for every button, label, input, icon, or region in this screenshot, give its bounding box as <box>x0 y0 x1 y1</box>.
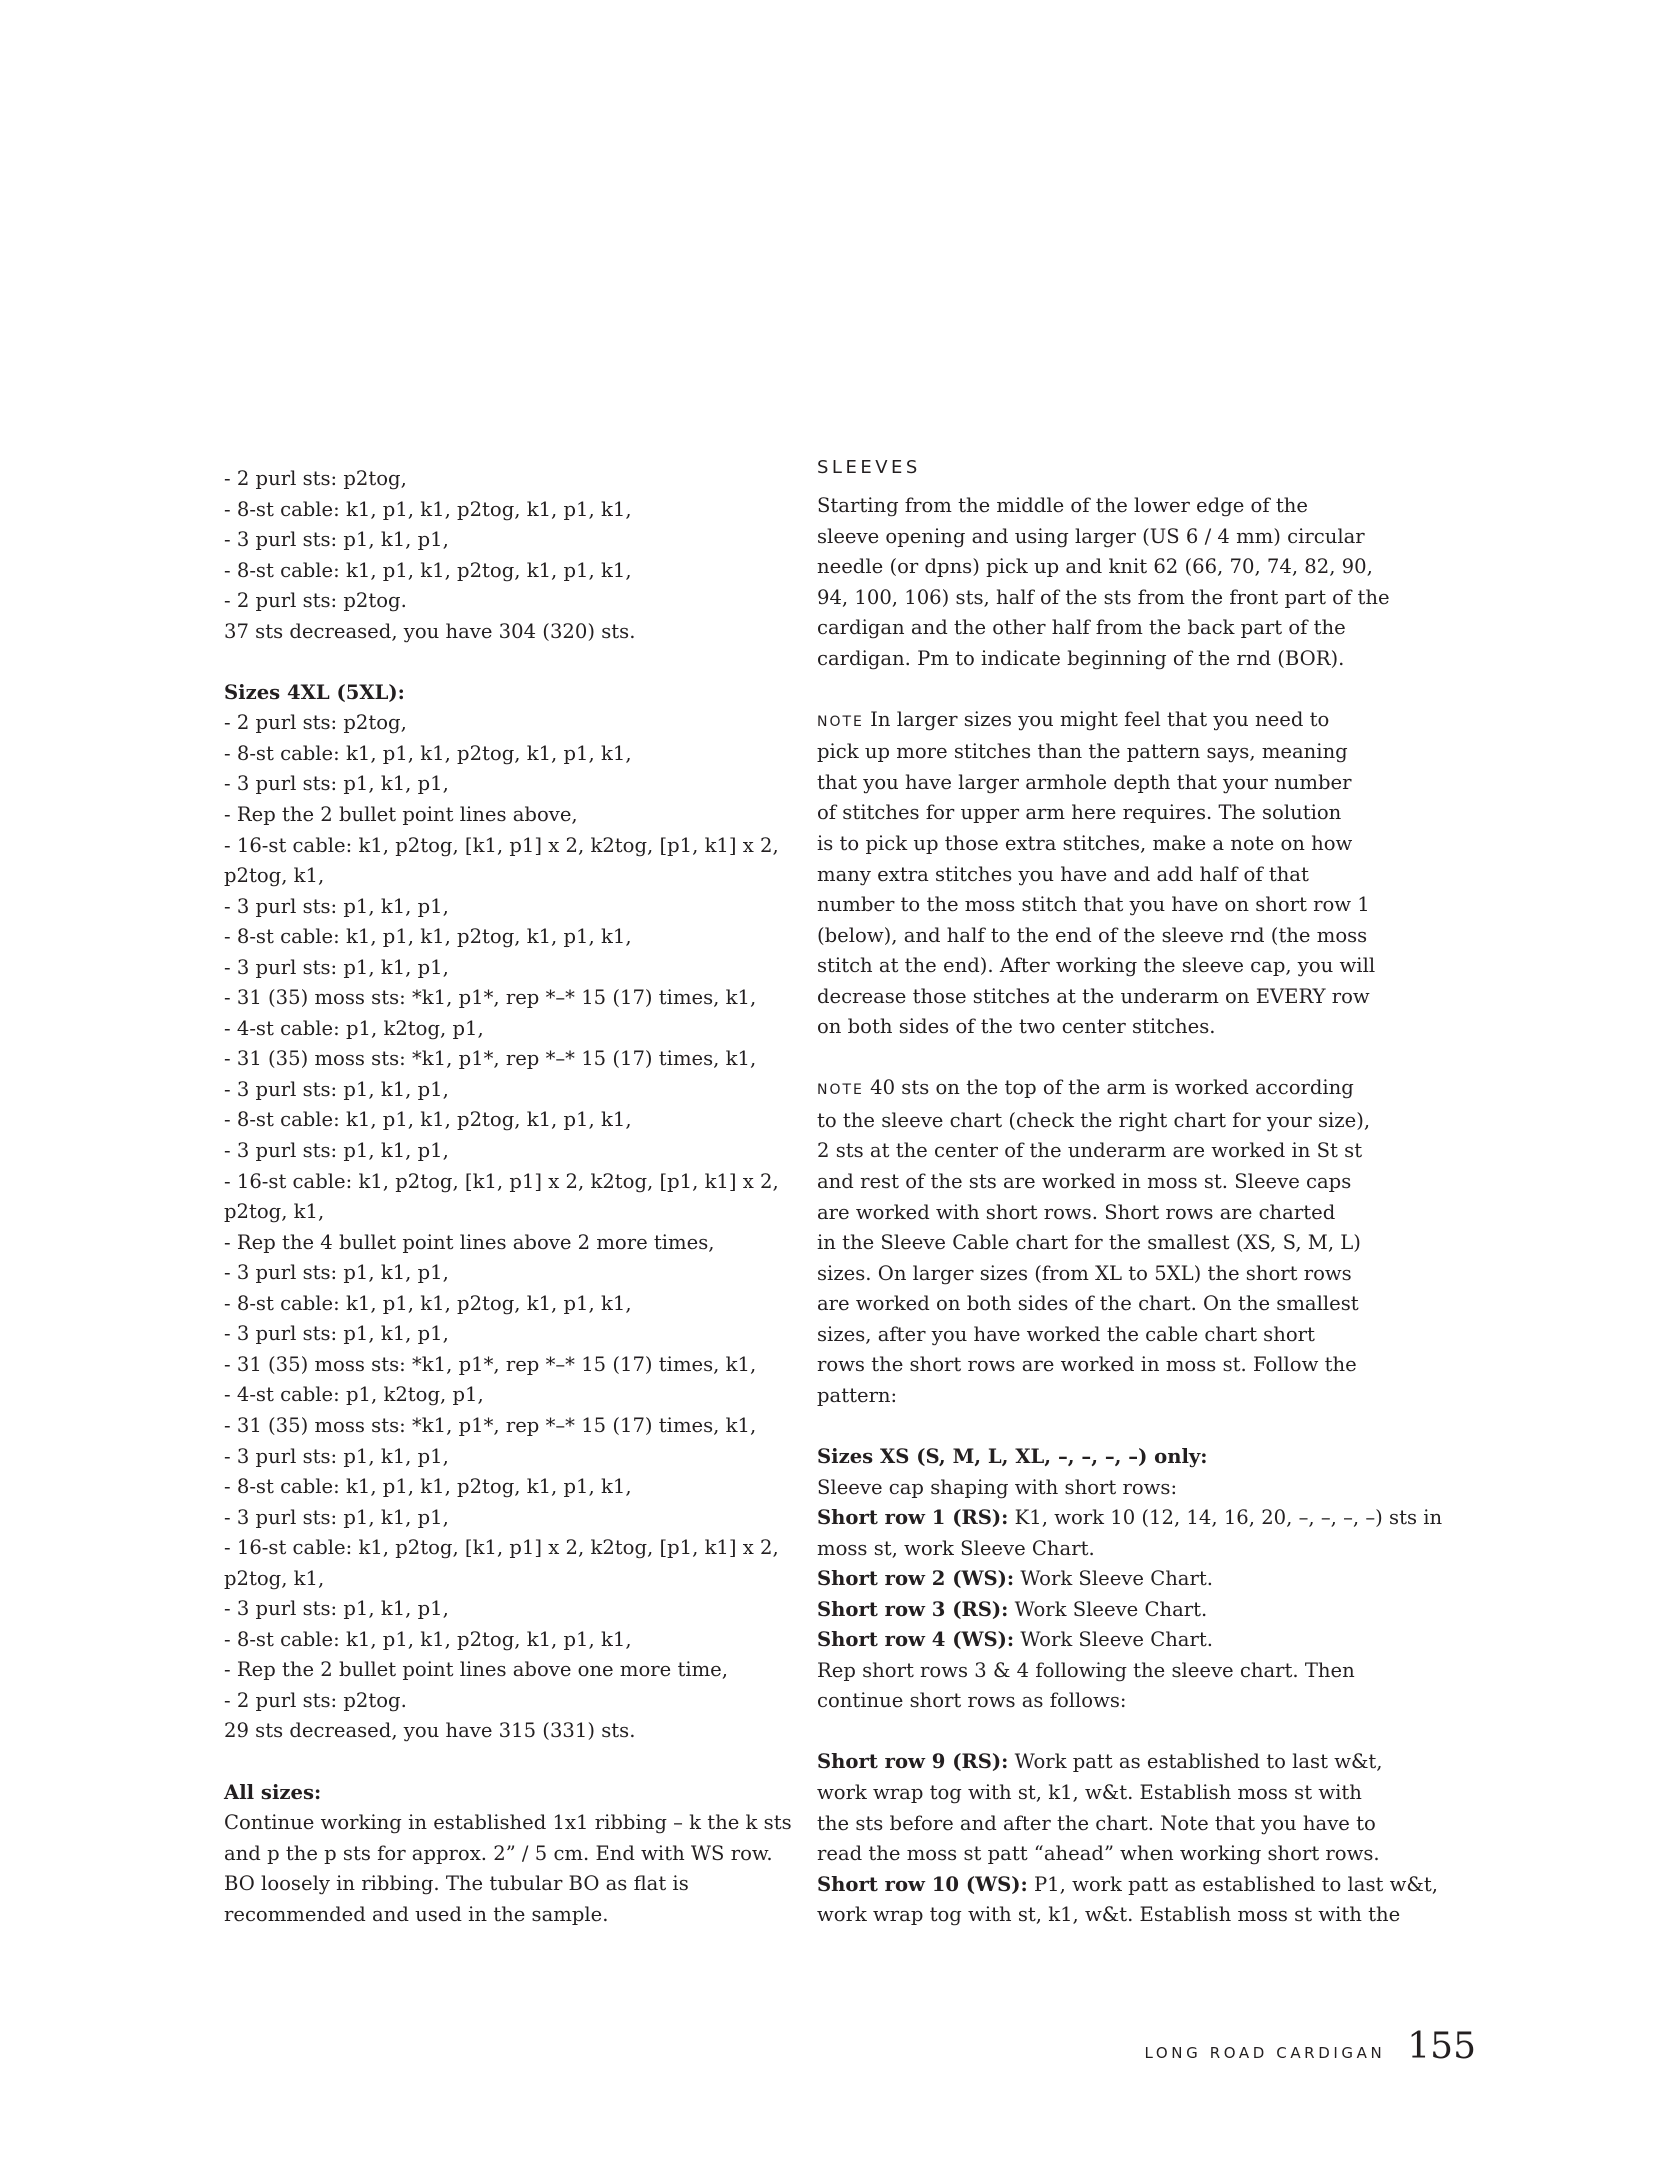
text-line: recommended and used in the sample. <box>224 1902 609 1926</box>
text-line: is to pick up those extra stitches, make a note on how <box>817 832 1353 856</box>
text-line: and rest of the sts are worked in moss st. Sleeve caps <box>817 1170 1352 1194</box>
text-line: - 3 purl sts: p1, k1, p1, <box>224 772 449 796</box>
text-line: 40 sts on the top of the arm is worked according <box>863 1076 1354 1100</box>
sizes-xs-heading: Sizes XS (S, M, L, XL, –, –, –, –) only: <box>817 1444 1208 1468</box>
text-line: the sts before and after the chart. Note that you have to <box>817 1811 1376 1835</box>
text-line: - 8-st cable: k1, p1, k1, p2tog, k1, p1, k1, <box>224 1108 632 1132</box>
text-line: Work Sleeve Chart. <box>1014 1628 1213 1652</box>
text-line: - 2 purl sts: p2tog, <box>224 467 407 490</box>
text-line: stitch at the end). After working the sleeve cap, you will <box>817 954 1376 978</box>
short-row-label: Short row 10 (WS): <box>817 1872 1028 1896</box>
text-line: - 8-st cable: k1, p1, k1, p2tog, k1, p1, k1, <box>224 497 632 521</box>
text-line: - 2 purl sts: p2tog. <box>224 589 407 613</box>
text-line: - Rep the 2 bullet point lines above one more time, <box>224 1658 728 1682</box>
text-line: work wrap tog with st, k1, w&t. Establish moss st with <box>817 1780 1362 1804</box>
text-line: 2 sts at the center of the underarm are worked in St st <box>817 1139 1363 1163</box>
text-line: - 8-st cable: k1, p1, k1, p2tog, k1, p1, k1, <box>224 741 632 765</box>
short-row-label: Short row 9 (RS): <box>817 1750 1009 1774</box>
text-line: p2tog, k1, <box>224 1200 325 1224</box>
text-line: p2tog, k1, <box>224 864 325 888</box>
text-line: cardigan. Pm to indicate beginning of the rnd (BOR). <box>817 646 1345 670</box>
text-line: - 3 purl sts: p1, k1, p1, <box>224 1139 449 1163</box>
text-line: Work Sleeve Chart. <box>1014 1567 1213 1591</box>
text-line: BO loosely in ribbing. The tubular BO as flat is <box>224 1872 689 1896</box>
text-line: - 2 purl sts: p2tog, <box>224 711 407 735</box>
text-line: - 4-st cable: p1, k2tog, p1, <box>224 1016 484 1040</box>
text-line: - 31 (35) moss sts: *k1, p1*, rep *–* 15 (17) times, k1, <box>224 1413 757 1437</box>
sizes-4xl-heading: Sizes 4XL (5XL): <box>224 680 405 704</box>
text-line: - 4-st cable: p1, k2tog, p1, <box>224 1383 484 1407</box>
text-line: moss st, work Sleeve Chart. <box>817 1536 1095 1560</box>
text-line: 94, 100, 106) sts, half of the sts from the front part of the <box>817 585 1390 609</box>
spacer <box>224 647 784 678</box>
text-line: - 3 purl sts: p1, k1, p1, <box>224 1077 449 1101</box>
all-sizes-heading: All sizes: <box>224 1780 322 1804</box>
text-line: K1, work 10 (12, 14, 16, 20, –, –, –, –) sts in <box>1008 1506 1443 1530</box>
text-line: sizes. On larger sizes (from XL to 5XL) the short rows <box>817 1261 1352 1285</box>
text-line: read the moss st patt “ahead” when working short rows. <box>817 1842 1380 1866</box>
text-line: - Rep the 2 bullet point lines above, <box>224 803 578 827</box>
text-line: work wrap tog with st, k1, w&t. Establish moss st with the <box>817 1903 1401 1927</box>
page-number: 155 <box>1407 2026 1476 2067</box>
text-line: rows the short rows are worked in moss st. Follow the <box>817 1353 1357 1377</box>
text-line: pick up more stitches than the pattern says, meaning <box>817 740 1348 764</box>
text-line: pattern: <box>817 1383 898 1407</box>
page-footer <box>1144 2026 1476 2067</box>
right-column <box>817 456 1443 1931</box>
spacer <box>817 1411 1377 1442</box>
text-line: - 16-st cable: k1, p2tog, [k1, p1] x 2, k2tog, [p1, k1] x 2, <box>224 1536 779 1560</box>
text-line: on both sides of the two center stitches. <box>817 1015 1216 1039</box>
text-line: - 31 (35) moss sts: *k1, p1*, rep *–* 15 (17) times, k1, <box>224 1047 757 1071</box>
text-line: are worked on both sides of the chart. On the smallest <box>817 1292 1359 1316</box>
text-line: Continue working in established 1x1 ribbing – k the k sts <box>224 1811 792 1835</box>
text-line: cardigan and the other half from the back part of the <box>817 616 1346 640</box>
short-row-label: Short row 3 (RS): <box>817 1597 1009 1621</box>
short-row-label: Short row 1 (RS): <box>817 1506 1009 1530</box>
short-row-label: Short row 4 (WS): <box>817 1628 1015 1652</box>
spacer <box>817 674 1377 705</box>
text-line: P1, work patt as established to last w&t, <box>1027 1872 1438 1896</box>
sleeves-intro-paragraph <box>817 491 1390 674</box>
text-line: Sleeve cap shaping with short rows: <box>817 1475 1178 1499</box>
text-line: and p the p sts for approx. 2” / 5 cm. End with WS row. <box>224 1841 773 1865</box>
text-line: - 8-st cable: k1, p1, k1, p2tog, k1, p1, k1, <box>224 1475 632 1499</box>
text-line: In larger sizes you might feel that you need to <box>863 707 1330 731</box>
text-line: - 16-st cable: k1, p2tog, [k1, p1] x 2, k2tog, [p1, k1] x 2, <box>224 1169 779 1193</box>
text-line: sizes, after you have worked the cable chart short <box>817 1322 1315 1346</box>
spacer <box>817 1717 1377 1748</box>
text-line: in the Sleeve Cable chart for the smallest (XS, S, M, L) <box>817 1231 1361 1255</box>
text-line: - 3 purl sts: p1, k1, p1, <box>224 1597 449 1621</box>
text-line: many extra stitches you have and add half of that <box>817 862 1309 886</box>
text-line: number to the moss stitch that you have on short row 1 <box>817 893 1370 917</box>
text-line: - 3 purl sts: p1, k1, p1, <box>224 1444 449 1468</box>
text-line: are worked with short rows. Short rows are charted <box>817 1200 1336 1224</box>
text-line: - 3 purl sts: p1, k1, p1, <box>224 1505 449 1529</box>
text-line: - 31 (35) moss sts: *k1, p1*, rep *–* 15 (17) times, k1, <box>224 986 757 1010</box>
text-line: p2tog, k1, <box>224 1566 325 1590</box>
text-line: - 8-st cable: k1, p1, k1, p2tog, k1, p1, k1, <box>224 925 632 949</box>
text-line: Rep short rows 3 & 4 following the sleeve chart. Then <box>817 1658 1355 1682</box>
note-label: NOTE <box>817 1082 864 1099</box>
text-line: 29 sts decreased, you have 315 (331) sts. <box>224 1719 636 1743</box>
spacer <box>224 1747 784 1778</box>
short-row-label: Short row 2 (WS): <box>817 1567 1015 1591</box>
text-line: Work patt as established to last w&t, <box>1008 1750 1383 1774</box>
text-line: - 3 purl sts: p1, k1, p1, <box>224 955 449 979</box>
note-label: NOTE <box>817 713 864 730</box>
text-line: - 16-st cable: k1, p2tog, [k1, p1] x 2, k2tog, [p1, k1] x 2, <box>224 833 779 857</box>
text-line: - 3 purl sts: p1, k1, p1, <box>224 1261 449 1285</box>
text-line: 37 sts decreased, you have 304 (320) sts. <box>224 619 636 643</box>
text-line: Work Sleeve Chart. <box>1008 1597 1208 1621</box>
running-title: LONG ROAD CARDIGAN <box>1144 2044 1386 2062</box>
text-line: - 8-st cable: k1, p1, k1, p2tog, k1, p1, k1, <box>224 1627 632 1651</box>
text-line: (below), and half to the end of the sleeve rnd (the moss <box>817 923 1368 947</box>
text-line: needle (or dpns) pick up and knit 62 (66, 70, 74, 82, 90, <box>817 555 1373 579</box>
text-line: Starting from the middle of the lower edge of the <box>817 494 1308 517</box>
decrease-lines-b <box>224 708 784 1747</box>
text-line: - 8-st cable: k1, p1, k1, p2tog, k1, p1, k1, <box>224 1291 632 1315</box>
text-line: - Rep the 4 bullet point lines above 2 more times, <box>224 1230 715 1254</box>
text-line: continue short rows as follows: <box>817 1689 1127 1713</box>
note-sleeve-chart <box>817 1073 1377 1411</box>
text-line: - 3 purl sts: p1, k1, p1, <box>224 1322 449 1346</box>
decrease-lines-a <box>224 464 784 647</box>
text-line: - 3 purl sts: p1, k1, p1, <box>224 894 449 918</box>
text-line: to the sleeve chart (check the right chart for your size), <box>817 1108 1371 1132</box>
sleeves-heading: SLEEVES <box>817 457 921 478</box>
text-line: - 2 purl sts: p2tog. <box>224 1688 407 1712</box>
all-sizes-paragraph <box>224 1808 792 1930</box>
left-column <box>224 464 792 1930</box>
text-line: sleeve opening and using larger (US 6 / 4 mm) circular <box>817 524 1365 548</box>
text-line: that you have larger armhole depth that your number <box>817 770 1352 794</box>
text-line: of stitches for upper arm here requires. The solution <box>817 801 1342 825</box>
text-line: - 8-st cable: k1, p1, k1, p2tog, k1, p1, k1, <box>224 558 632 582</box>
spacer <box>817 1043 1377 1074</box>
text-line: - 31 (35) moss sts: *k1, p1*, rep *–* 15 (17) times, k1, <box>224 1352 757 1376</box>
note-extra-stitches <box>817 705 1377 1043</box>
text-line: decrease those stitches at the underarm on EVERY row <box>817 984 1370 1008</box>
text-line: - 3 purl sts: p1, k1, p1, <box>224 528 449 552</box>
